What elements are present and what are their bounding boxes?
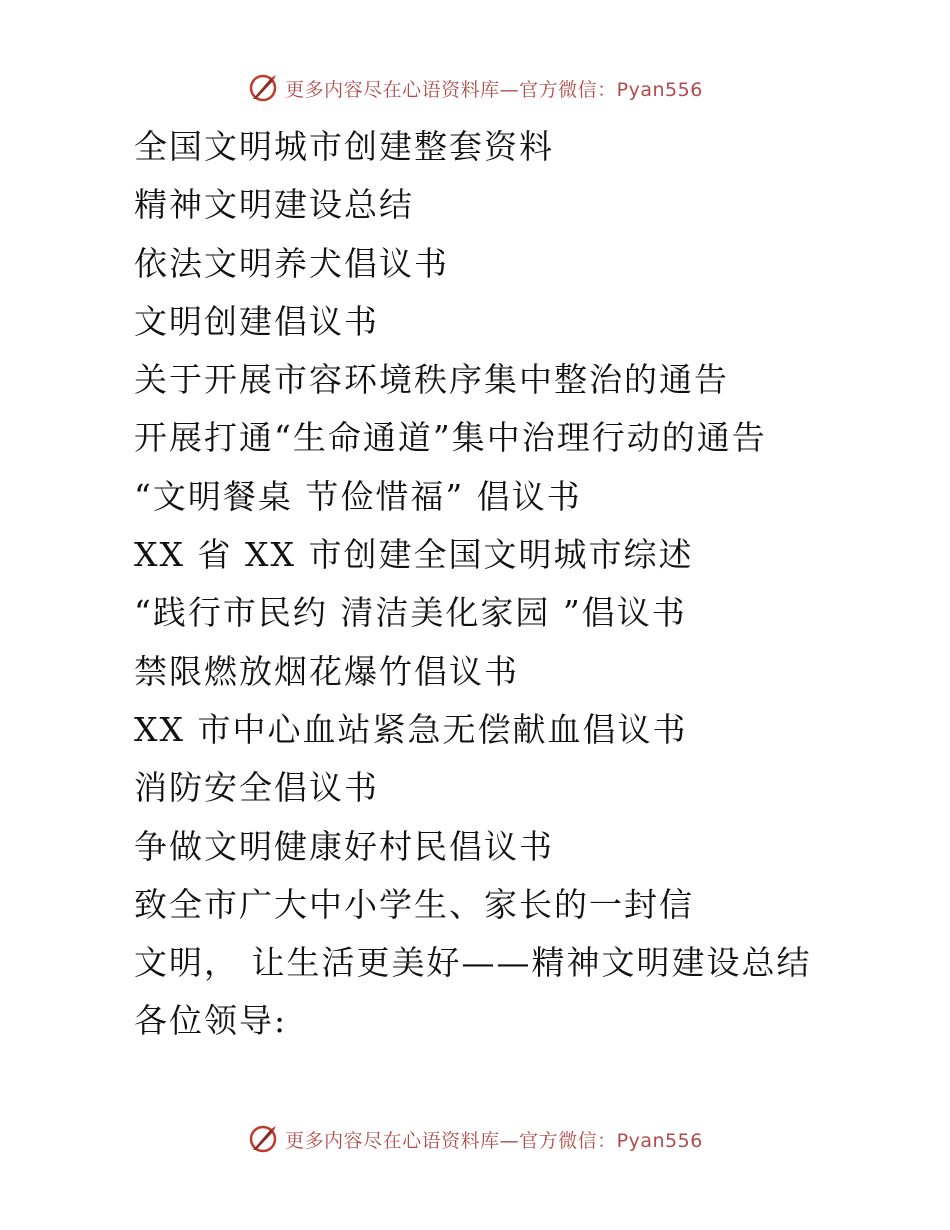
document-line: 禁限燃放烟花爆竹倡议书 xyxy=(134,651,519,691)
quill-pen-logo-icon xyxy=(247,72,279,104)
document-line: “文明餐桌 节俭惜福” 倡议书 xyxy=(134,476,582,516)
header-banner xyxy=(0,72,950,104)
document-line: 开展打通“生命通道”集中治理行动的通告 xyxy=(134,418,767,458)
document-line: 关于开展市容环境秩序集中整治的通告 xyxy=(134,360,729,400)
document-line: 争做文明健康好村民倡议书 xyxy=(134,826,554,866)
document-line: 依法文明养犬倡议书 xyxy=(134,243,449,283)
document-line: XX 市中心血站紧急无偿献血倡议书 xyxy=(134,709,688,749)
document-line: XX 省 XX 市创建全国文明城市综述 xyxy=(134,535,694,575)
document-line: 文明， 让生活更美好——精神文明建设总结 xyxy=(134,943,812,983)
document-line: 消防安全倡议书 xyxy=(134,768,379,808)
header-banner-text: 更多内容尽在心语资料库—官方微信：Pyan556 xyxy=(285,78,703,101)
footer-banner xyxy=(0,1123,950,1155)
document-line: 文明创建倡议书 xyxy=(134,301,379,341)
quill-pen-logo-icon xyxy=(247,1123,279,1155)
document-line: “践行市民约 清洁美化家园 ”倡议书 xyxy=(134,593,687,633)
document-body xyxy=(134,118,812,1051)
document-line: 全国文明城市创建整套资料 xyxy=(134,127,554,166)
footer-banner-text: 更多内容尽在心语资料库—官方微信：Pyan556 xyxy=(285,1129,703,1152)
document-line: 各位领导: xyxy=(134,1001,288,1041)
document-line: 精神文明建设总结 xyxy=(134,185,414,225)
document-line: 致全市广大中小学生、家长的一封信 xyxy=(134,884,694,924)
